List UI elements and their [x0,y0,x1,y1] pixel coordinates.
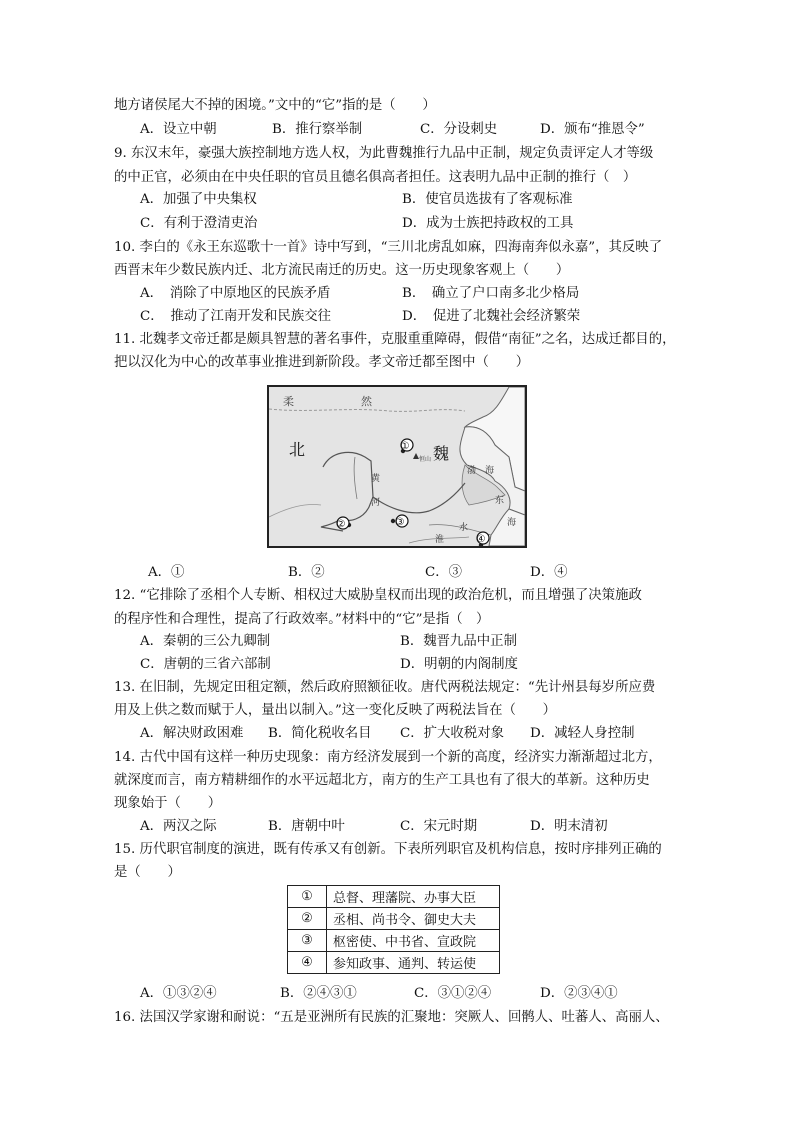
option-b: B．魏晋九品中正制 [400,634,517,649]
table-cell-text: 枢密使、中书省、宣政院 [327,930,500,952]
marker-4-label: ④ [476,534,486,545]
question-text: 14. 古代中国有这样一种历史现象：南方经济发展到一个新的高度，经济实力渐渐超过北方， [114,750,662,765]
option-c: C．唐朝的三省六部制 [140,657,271,672]
marker-1-label: ① [400,441,410,452]
option-b: B．唐朝中叶 [268,819,345,834]
table-cell-num: ① [288,886,327,908]
map-label: 恒山 [419,456,432,463]
question-text: 16. 法国汉学家谢和耐说：“五是亚洲所有民族的汇聚地：突厥人、回鹘人、吐蕃人、高丽人、 [114,1010,669,1025]
table-cell-text: 丞相、尚书令、御史大夫 [327,908,500,930]
map-label: 淮 [435,535,445,545]
option-b: B．② [288,565,325,580]
map-label: 海 [507,518,517,528]
northern-wei-map [267,385,527,548]
table-cell-text: 总督、理藩院、办事大臣 [327,886,500,908]
option-a: A．解决财政困难 [140,726,244,741]
question-text: 是（ ） [114,865,181,880]
question-text: 现象始于（ ） [114,796,222,811]
map-label: 柔 [283,395,294,408]
marker-3-label: ③ [395,517,405,528]
option-c: C．宋元时期 [400,819,478,834]
option-a: A．① [148,565,185,580]
question-text: 13. 在旧制，先规定田租定额，然后政府照额征收。唐代两税法规定：“先计州县每岁所应费 [114,680,656,695]
table-cell-num: ② [288,908,327,930]
table-row [288,930,500,952]
table-row [288,908,500,930]
option-d: D．明末清初 [530,819,608,834]
table-cell-num: ④ [288,952,327,974]
map-label: 黄 [371,474,381,484]
question-text: 10. 李白的《永王东巡歌十一首》诗中写到，“三川北虏乱如麻，四海南奔似永嘉”，其反映了 [114,240,663,255]
table-row [288,952,500,974]
option-c: C． 推动了江南开发和民族交往 [140,309,332,324]
question-text: 9. 东汉末年，豪强大族控制地方选人权，为此曹魏推行九品中正制，规定负责评定人才等级 [114,146,654,161]
map-label: 北 [289,440,306,459]
map-label: 东 [495,496,505,506]
option-c: C．③ [425,565,463,580]
question-text: 15. 历代职官制度的演进，既有传承又有创新。下表所列职官及机构信息，按时序排列正确的 [114,842,662,857]
marker-3 [391,515,408,528]
table-cell-num: ③ [288,930,327,952]
option-b: B．推行察举制 [272,122,363,137]
marker-2 [337,517,352,530]
map-label: 河 [371,498,381,508]
option-d: D．②③④① [540,986,618,1001]
map-label: 魏 [433,444,450,463]
table-cell-text: 参知政事、通判、转运使 [327,952,500,974]
officials-table [287,885,500,974]
option-b: B．简化税收名目 [268,726,372,741]
map-label: 水 [459,523,469,533]
option-a: A． 消除了中原地区的民族矛盾 [140,286,331,301]
option-c: C．扩大收税对象 [400,726,504,741]
option-a: A．①③②④ [140,986,217,1001]
option-a: A．设立中朝 [140,122,217,137]
marker-4 [477,532,490,546]
question-text: 就深度而言，南方精耕细作的水平远超北方，南方的生产工具也有了很大的革新。这种历史 [114,773,650,788]
option-d: D．明朝的内阁制度 [400,657,518,672]
question-text: 地方诸侯尾大不掉的困境。”文中的“它”指的是（ ） [114,98,436,113]
option-b: B．使官员选拔有了客观标准 [402,192,573,207]
option-b: B．②④③① [280,986,357,1001]
option-c: C．③①②④ [414,986,492,1001]
question-text: 西晋末年少数民族内迁、北方流民南迁的历史。这一历史现象客观上（ ） [114,263,570,278]
question-text: 11. 北魏孝文帝迁都是颇具智慧的著名事件，克服重重障碍，假借“南征”之名，达成迁都目的， [114,332,676,347]
option-a: A．两汉之际 [140,819,217,834]
map-label: 海 [485,466,495,476]
option-b: B． 确立了户口南多北少格局 [402,286,580,301]
option-a: A．秦朝的三公九卿制 [140,634,271,649]
map-label: 渤 [467,466,477,476]
marker-1 [401,439,414,453]
option-d: D．减轻人身控制 [530,726,635,741]
option-d: D．④ [530,565,568,580]
option-c: C．有利于澄清吏治 [140,216,258,231]
option-a: A．加强了中央集权 [140,192,257,207]
question-text: 的中正官，必须由在中央任职的官员且德名俱高者担任。这表明九品中正制的推行（ ） [114,170,637,185]
question-text: 12. “它排除了丞相个人专断、相权过大威胁皇权而出现的政治危机，而且增强了决策施政 [114,588,642,603]
map-label: 然 [361,395,372,408]
option-d: D．成为士族把持政权的工具 [402,216,574,231]
option-d: D． 促进了北魏社会经济繁荣 [402,309,581,324]
table-row [288,886,500,908]
option-d: D．颁布“推恩令” [540,122,645,137]
marker-2-label: ② [336,519,346,530]
question-text: 用及上供之数而赋于人，量出以制入。”这一变化反映了两税法旨在（ ） [114,703,557,718]
question-text: 把以汉化为中心的改革事业推进到新阶段。孝文帝迁都至图中（ ） [114,355,530,370]
question-text: 的程序性和合理性，提高了行政效率。”材料中的“它”是指（ ） [114,612,490,627]
option-c: C．分设刺史 [420,122,498,137]
